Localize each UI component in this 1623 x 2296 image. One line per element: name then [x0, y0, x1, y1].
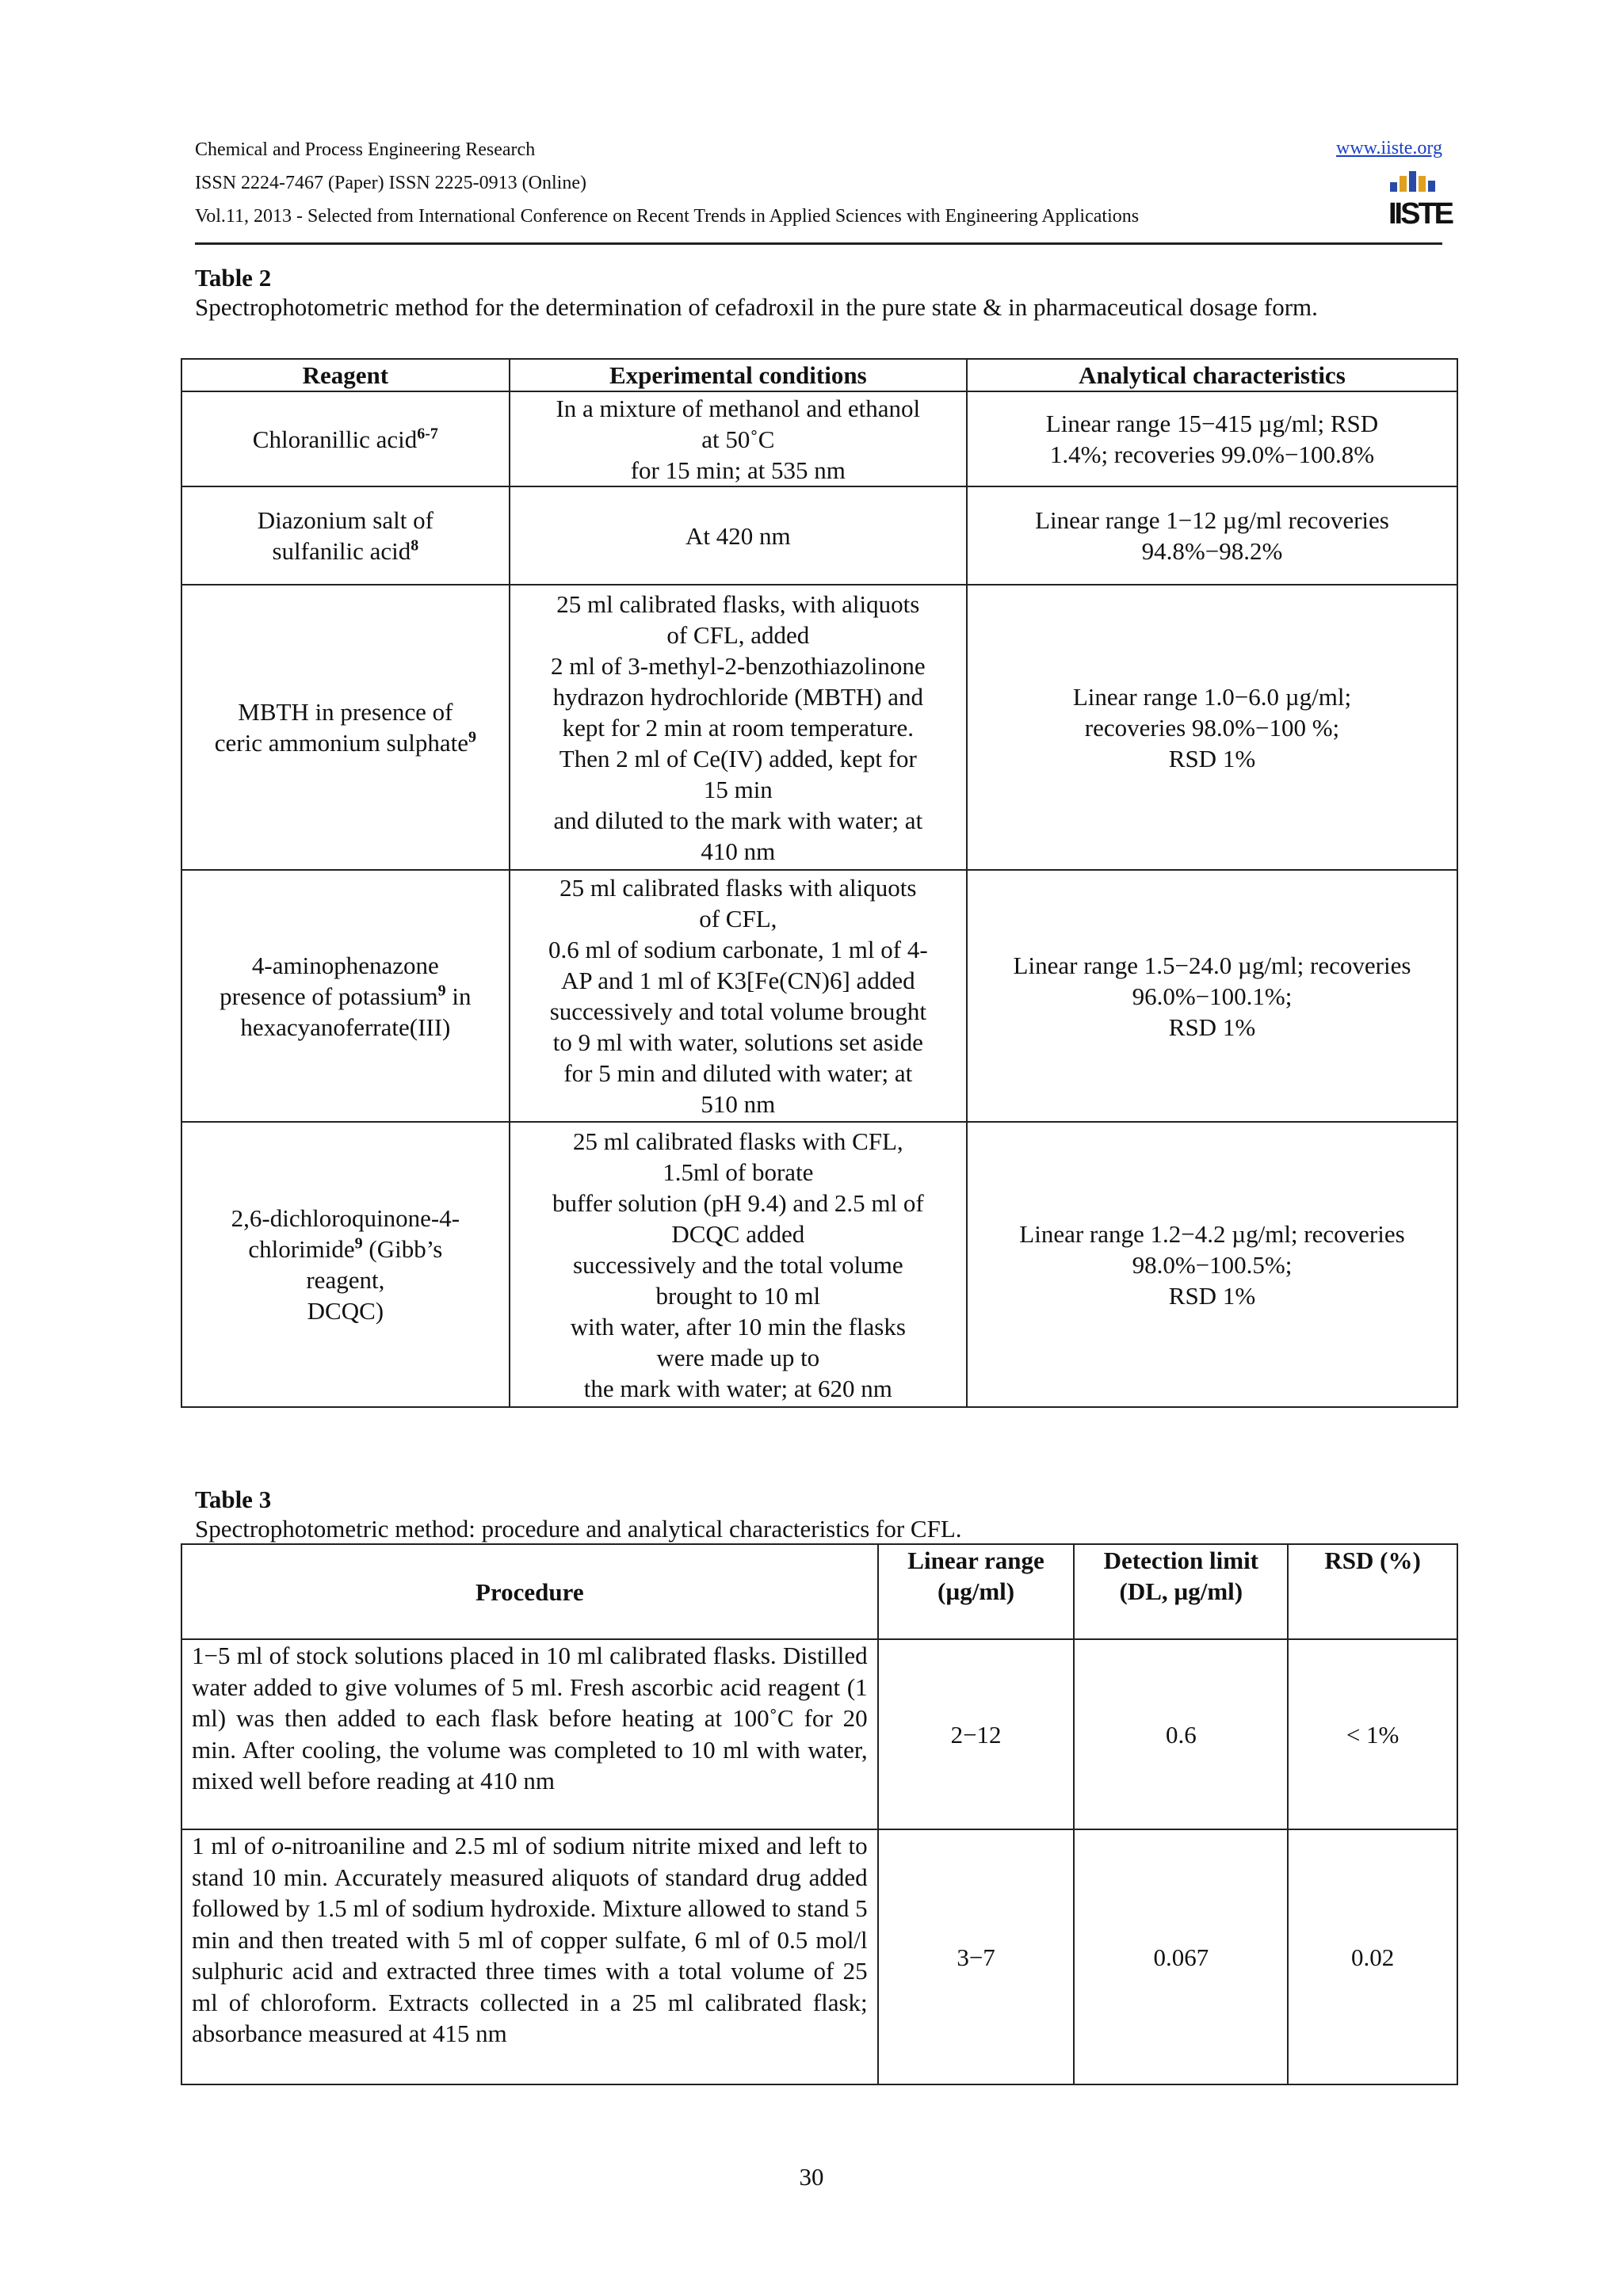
table3-header-rsd: RSD (%)	[1288, 1544, 1457, 1639]
conditions-line: Then 2 ml of Ce(IV) added, kept for	[559, 744, 917, 772]
procedure-prefix: 1 ml of	[192, 1832, 272, 1859]
conditions-line: buffer solution (pH 9.4) and 2.5 ml of	[552, 1188, 924, 1217]
reagent-line: hexacyanoferrate(III)	[240, 1013, 451, 1041]
reagent-line: Diazonium salt of	[257, 506, 433, 534]
procedure-cell: 1−5 ml of stock solutions placed in 10 ml calibrated flasks. Distilled water added to give volumes of 5 ml. Fresh ascorbic acid reagent (1 ml) was then added to each flask before heating at 100˚C for 20 min. After cooling, the volume was completed to 10 ml with water, mixed well before reading at 410 nm	[181, 1639, 878, 1829]
reagent-cell	[181, 585, 510, 870]
table2-header-cell: Experimental conditions	[510, 359, 967, 391]
conditions-line: 25 ml calibrated flasks with aliquots	[559, 874, 917, 902]
rsd-cell: 0.02	[1288, 1829, 1457, 2084]
linear-range-cell: 3−7	[878, 1829, 1075, 2084]
characteristics-line: RSD 1%	[1168, 1281, 1256, 1310]
procedure-cell	[181, 1829, 878, 2084]
citation-superscript: 8	[411, 536, 419, 555]
conditions-line: 1.5ml of borate	[663, 1158, 814, 1186]
conditions-line: 2 ml of 3-methyl-2-benzothiazolinone	[551, 651, 926, 680]
conditions-cell	[510, 870, 967, 1122]
citation-superscript: 6-7	[417, 425, 438, 443]
detection-limit-cell: 0.6	[1074, 1639, 1288, 1829]
table3-header-procedure: Procedure	[181, 1544, 878, 1639]
logo-text: IISTE	[1388, 197, 1453, 231]
characteristics-line: Linear range 1−12 µg/ml recoveries	[1035, 506, 1389, 534]
conditions-cell	[510, 391, 967, 486]
table-row	[181, 1829, 1457, 2084]
conditions-line: for 15 min; at 535 nm	[630, 456, 846, 484]
table2-header-row	[181, 359, 1457, 391]
reagent-line: 4-aminophenazone	[251, 951, 439, 979]
characteristics-cell	[967, 391, 1457, 486]
table-row	[181, 1122, 1457, 1407]
conditions-line: In a mixture of methanol and ethanol	[556, 394, 921, 422]
volume-line: Vol.11, 2013 - Selected from International Conference on Recent Trends in Applied Sciences with Engineering Applications	[195, 206, 1140, 227]
iiste-logo	[1388, 171, 1453, 235]
conditions-line: the mark with water; at 620 nm	[583, 1374, 892, 1402]
reagent-cell	[181, 391, 510, 486]
conditions-line: At 420 nm	[685, 521, 791, 550]
table2-title: Table 2	[195, 264, 272, 292]
characteristics-line: Linear range 1.0−6.0 µg/ml;	[1072, 682, 1352, 711]
characteristics-line: RSD 1%	[1168, 1013, 1256, 1041]
logo-bar	[1390, 182, 1397, 192]
logo-bar	[1419, 176, 1426, 192]
conditions-line: of CFL, added	[666, 620, 810, 649]
characteristics-line: 98.0%−100.5%;	[1132, 1250, 1293, 1279]
conditions-line: 0.6 ml of sodium carbonate, 1 ml of 4-	[548, 936, 928, 963]
table3-header-linear	[878, 1544, 1075, 1639]
page-number: 30	[799, 2163, 824, 2191]
table3-title: Table 3	[195, 1486, 272, 1513]
table-row	[181, 585, 1457, 870]
issn-line: ISSN 2224-7467 (Paper) ISSN 2225-0913 (Online)	[195, 173, 586, 193]
reagent-suffix: in	[445, 982, 472, 1010]
conditions-line: to 9 ml with water, solutions set aside	[552, 1028, 923, 1056]
conditions-line: hydrazon hydrochloride (MBTH) and	[552, 682, 924, 711]
conditions-line: kept for 2 min at room temperature.	[562, 713, 914, 742]
table-row	[181, 1639, 1457, 1829]
conditions-line: with water, after 10 min the flasks	[570, 1312, 906, 1341]
detection-limit-cell: 0.067	[1074, 1829, 1288, 2084]
table-row	[181, 391, 1457, 486]
conditions-line: for 5 min and diluted with water; at	[563, 1059, 913, 1087]
table3-header-linear-line: (µg/ml)	[938, 1577, 1015, 1605]
reagent-cell	[181, 1122, 510, 1407]
table3-header-detection-line: (DL, µg/ml)	[1119, 1577, 1243, 1605]
journal-url-link[interactable]: www.iiste.org	[1336, 138, 1442, 158]
reagent-line: chlorimide$^9$ (Gibb’s	[248, 1234, 443, 1263]
conditions-line: 25 ml calibrated flasks, with aliquots	[556, 589, 920, 618]
conditions-line: AP and 1 ml of K3[Fe(CN)6] added	[561, 967, 915, 994]
conditions-line: 25 ml calibrated flasks with CFL,	[572, 1127, 903, 1155]
characteristics-cell	[967, 870, 1457, 1122]
table3-caption: Spectrophotometric method: procedure and analytical characteristics for CFL.	[195, 1515, 962, 1543]
table3-header-row	[181, 1544, 1457, 1639]
running-header	[195, 136, 1453, 245]
characteristics-cell	[967, 1122, 1457, 1407]
characteristics-cell	[967, 486, 1457, 585]
table2-header-cell: Analytical characteristics	[967, 359, 1457, 391]
reagent-line: DCQC)	[307, 1297, 384, 1325]
logo-bars	[1390, 171, 1438, 192]
reagent-line: MBTH in presence of	[238, 698, 453, 726]
reagent-suffix: (Gibb’s	[362, 1235, 443, 1263]
conditions-line: 15 min	[703, 775, 773, 803]
table3-header-linear-line: Linear range	[907, 1547, 1044, 1574]
conditions-line: of CFL,	[699, 905, 777, 933]
rsd-cell: < 1%	[1288, 1639, 1457, 1829]
reagent-line: 2,6-dichloroquinone-4-	[231, 1204, 460, 1232]
logo-bar	[1428, 181, 1435, 192]
journal-name: Chemical and Process Engineering Research	[195, 139, 536, 160]
table3	[181, 1543, 1458, 2085]
conditions-line: were made up to	[656, 1343, 820, 1371]
characteristics-line: RSD 1%	[1168, 744, 1256, 772]
table2-header-cell: Reagent	[181, 359, 510, 391]
characteristics-line: 1.4%; recoveries 99.0%−100.8%	[1049, 441, 1375, 468]
linear-range-cell: 2−12	[878, 1639, 1075, 1829]
citation-superscript: 9	[437, 982, 446, 1000]
table2-caption: Spectrophotometric method for the determination of cefadroxil in the pure state & in pharmaceutical dosage form.	[195, 293, 1318, 321]
reagent-cell	[181, 486, 510, 585]
conditions-cell	[510, 486, 967, 585]
conditions-line: successively and total volume brought	[549, 997, 926, 1025]
conditions-line: brought to 10 ml	[655, 1281, 821, 1310]
conditions-cell	[510, 1122, 967, 1407]
characteristics-line: 96.0%−100.1%;	[1132, 982, 1293, 1010]
characteristics-line: Linear range 15−415 µg/ml; RSD	[1045, 410, 1379, 437]
reagent-cell	[181, 870, 510, 1122]
characteristics-line: Linear range 1.2−4.2 µg/ml; recoveries	[1019, 1219, 1405, 1248]
reagent-line: reagent,	[306, 1266, 385, 1294]
characteristics-cell	[967, 585, 1457, 870]
reagent-line: presence of potassium$^9$ in	[220, 982, 472, 1010]
conditions-cell	[510, 585, 967, 870]
logo-bar	[1409, 171, 1416, 192]
characteristics-line: Linear range 1.5−24.0 µg/ml; recoveries	[1013, 951, 1411, 979]
logo-bar	[1400, 176, 1407, 192]
conditions-line: 410 nm	[701, 837, 776, 865]
reagent-line: ceric ammonium sulphate$^9$	[214, 728, 476, 757]
reagent-line: sulfanilic acid$^8$	[272, 536, 419, 565]
table3-header-detection-line: Detection limit	[1103, 1547, 1259, 1574]
conditions-line: and diluted to the mark with water; at	[553, 806, 923, 834]
table3-header-detection	[1074, 1544, 1288, 1639]
procedure-text: -nitroaniline and 2.5 ml of sodium nitrite mixed and left to stand 10 min. Accurately measured aliquots of standard drug added followed by 1.5 ml of sodium hydroxide. Mixture allowed to stand 5 min and then treated with 5 ml of copper sulfate, 6 ml of 0.5 mol/l sulphuric acid and extracted three times with a total volume of 25 ml of chloroform. Extracts collected in a 25 ml calibrated flask; absorbance measured at 415 nm	[192, 1832, 868, 2047]
conditions-line: 510 nm	[701, 1090, 776, 1118]
table2-caption-block	[195, 263, 1442, 322]
conditions-line: at 50˚C	[701, 425, 775, 453]
table-row	[181, 870, 1457, 1122]
citation-superscript: 9	[354, 1234, 363, 1253]
conditions-line: successively and the total volume	[572, 1250, 903, 1279]
characteristics-line: recoveries 98.0%−100 %;	[1084, 713, 1340, 742]
table-row	[181, 486, 1457, 585]
table3-caption-block	[195, 1485, 1442, 1543]
table2	[181, 358, 1458, 1408]
reagent-line: Chloranillic acid$^{6-7}$	[252, 425, 438, 453]
conditions-line: DCQC added	[671, 1219, 805, 1248]
citation-superscript: 9	[468, 728, 476, 746]
procedure-italic: o	[271, 1832, 285, 1859]
characteristics-line: 94.8%−98.2%	[1141, 537, 1283, 565]
